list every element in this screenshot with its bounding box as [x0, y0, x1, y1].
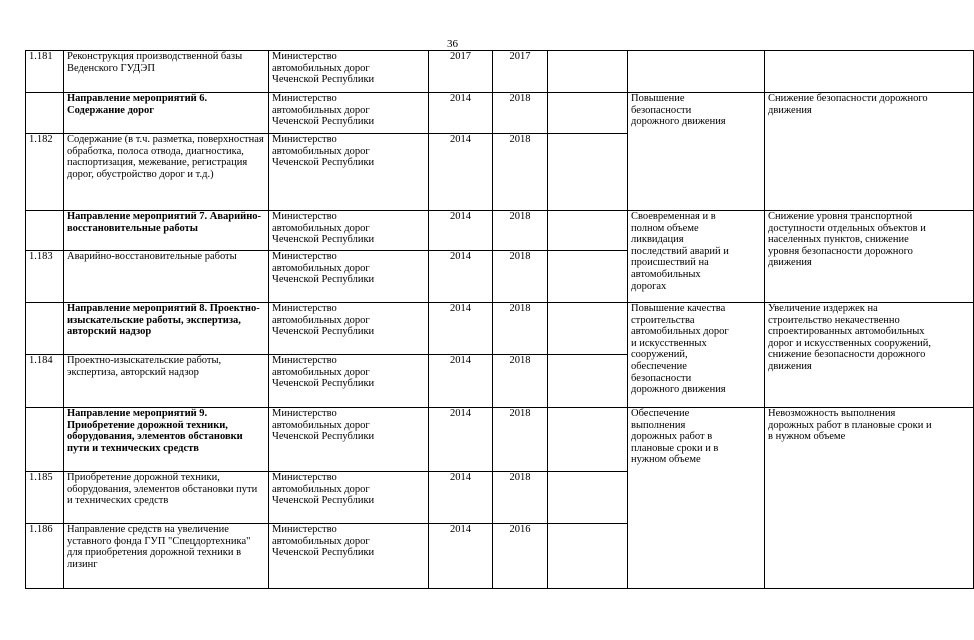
measure-name: Проектно-изыскательские работы, экспертиза, авторский надзор: [64, 355, 269, 408]
executor: Министерство автомобильных дорог Чеченской Республики: [269, 51, 429, 93]
end-year: 2017: [493, 51, 548, 93]
empty-cell: [548, 93, 628, 134]
expected-result: Повышение качества строительства автомобильных дорог и искусственных сооружений, обеспечение безопасности дорожного движения: [628, 303, 765, 408]
measure-name: Приобретение дорожной техники, оборудования, элементов обстановки пути и технических средств: [64, 472, 269, 524]
empty-cell: [548, 472, 628, 524]
start-year: 2014: [429, 355, 493, 408]
empty-cell: [548, 134, 628, 211]
start-year: 2017: [429, 51, 493, 93]
table-row: [26, 93, 974, 134]
row-number: [26, 211, 64, 251]
measure-name: Реконструкция производственной базы Веденского ГУДЭП: [64, 51, 269, 93]
consequence-cell: [765, 51, 974, 93]
empty-cell: [548, 51, 628, 93]
row-number: 1.185: [26, 472, 64, 524]
end-year: 2018: [493, 303, 548, 355]
result-cell: [628, 51, 765, 93]
direction-title: Направление мероприятий 7. Аварийно-восстановительные работы: [64, 211, 269, 251]
table-row: [26, 303, 974, 355]
empty-cell: [548, 211, 628, 251]
risk-consequence: Невозможность выполнения дорожных работ в плановые сроки и в нужном объеме: [765, 408, 974, 589]
executor: Министерство автомобильных дорог Чеченской Республики: [269, 134, 429, 211]
empty-cell: [548, 355, 628, 408]
table-row: [26, 408, 974, 472]
empty-cell: [548, 408, 628, 472]
start-year: 2014: [429, 93, 493, 134]
end-year: 2016: [493, 524, 548, 589]
page-number: 36: [447, 38, 458, 50]
row-number: [26, 93, 64, 134]
start-year: 2014: [429, 134, 493, 211]
end-year: 2018: [493, 355, 548, 408]
expected-result: Обеспечение выполнения дорожных работ в плановые сроки и в нужном объеме: [628, 408, 765, 589]
risk-consequence: Снижение безопасности дорожного движения: [765, 93, 974, 211]
end-year: 2018: [493, 211, 548, 251]
start-year: 2014: [429, 251, 493, 303]
start-year: 2014: [429, 408, 493, 472]
empty-cell: [548, 251, 628, 303]
measures-table: [25, 50, 974, 589]
end-year: 2018: [493, 251, 548, 303]
end-year: 2018: [493, 472, 548, 524]
table-row: [26, 51, 974, 93]
table-row: [26, 211, 974, 251]
measure-name: Направление средств на увеличение уставного фонда ГУП "Спецдортехника" для приобретения дорожной техники в лизинг: [64, 524, 269, 589]
row-number: 1.184: [26, 355, 64, 408]
executor: Министерство автомобильных дорог Чеченской Республики: [269, 211, 429, 251]
row-number: [26, 408, 64, 472]
executor: Министерство автомобильных дорог Чеченской Республики: [269, 472, 429, 524]
start-year: 2014: [429, 211, 493, 251]
risk-consequence: Увеличение издержек на строительство некачественно спроектированных автомобильных дорог и искусственных сооружений, снижение безопасности дорожного движения: [765, 303, 974, 408]
direction-title: Направление мероприятий 8. Проектно-изыскательские работы, экспертиза, авторский надзор: [64, 303, 269, 355]
row-number: [26, 303, 64, 355]
empty-cell: [548, 524, 628, 589]
measure-name: Аварийно-восстановительные работы: [64, 251, 269, 303]
risk-consequence: Снижение уровня транспортной доступности отдельных объектов и населенных пунктов, снижение уровня безопасности дорожного движения: [765, 211, 974, 303]
row-number: 1.182: [26, 134, 64, 211]
executor: Министерство автомобильных дорог Чеченской Республики: [269, 355, 429, 408]
end-year: 2018: [493, 93, 548, 134]
executor: Министерство автомобильных дорог Чеченской Республики: [269, 408, 429, 472]
executor: Министерство автомобильных дорог Чеченской Республики: [269, 303, 429, 355]
measure-name: Содержание (в т.ч. разметка, поверхностная обработка, полоса отвода, диагностика, паспортизация, межевание, регистрация дорог, обустройство дорог и т.д.): [64, 134, 269, 211]
direction-title: Направление мероприятий 9. Приобретение дорожной техники, оборудования, элементов обстановки пути и технических средств: [64, 408, 269, 472]
executor: Министерство автомобильных дорог Чеченской Республики: [269, 93, 429, 134]
row-number: 1.181: [26, 51, 64, 93]
row-number: 1.186: [26, 524, 64, 589]
expected-result: Своевременная и в полном объеме ликвидация последствий аварий и происшествий на автомобильных дорогах: [628, 211, 765, 303]
end-year: 2018: [493, 408, 548, 472]
start-year: 2014: [429, 303, 493, 355]
start-year: 2014: [429, 472, 493, 524]
row-number: 1.183: [26, 251, 64, 303]
executor: Министерство автомобильных дорог Чеченской Республики: [269, 251, 429, 303]
direction-title: Направление мероприятий 6. Содержание дорог: [64, 93, 269, 134]
end-year: 2018: [493, 134, 548, 211]
start-year: 2014: [429, 524, 493, 589]
executor: Министерство автомобильных дорог Чеченской Республики: [269, 524, 429, 589]
expected-result: Повышение безопасности дорожного движения: [628, 93, 765, 211]
empty-cell: [548, 303, 628, 355]
